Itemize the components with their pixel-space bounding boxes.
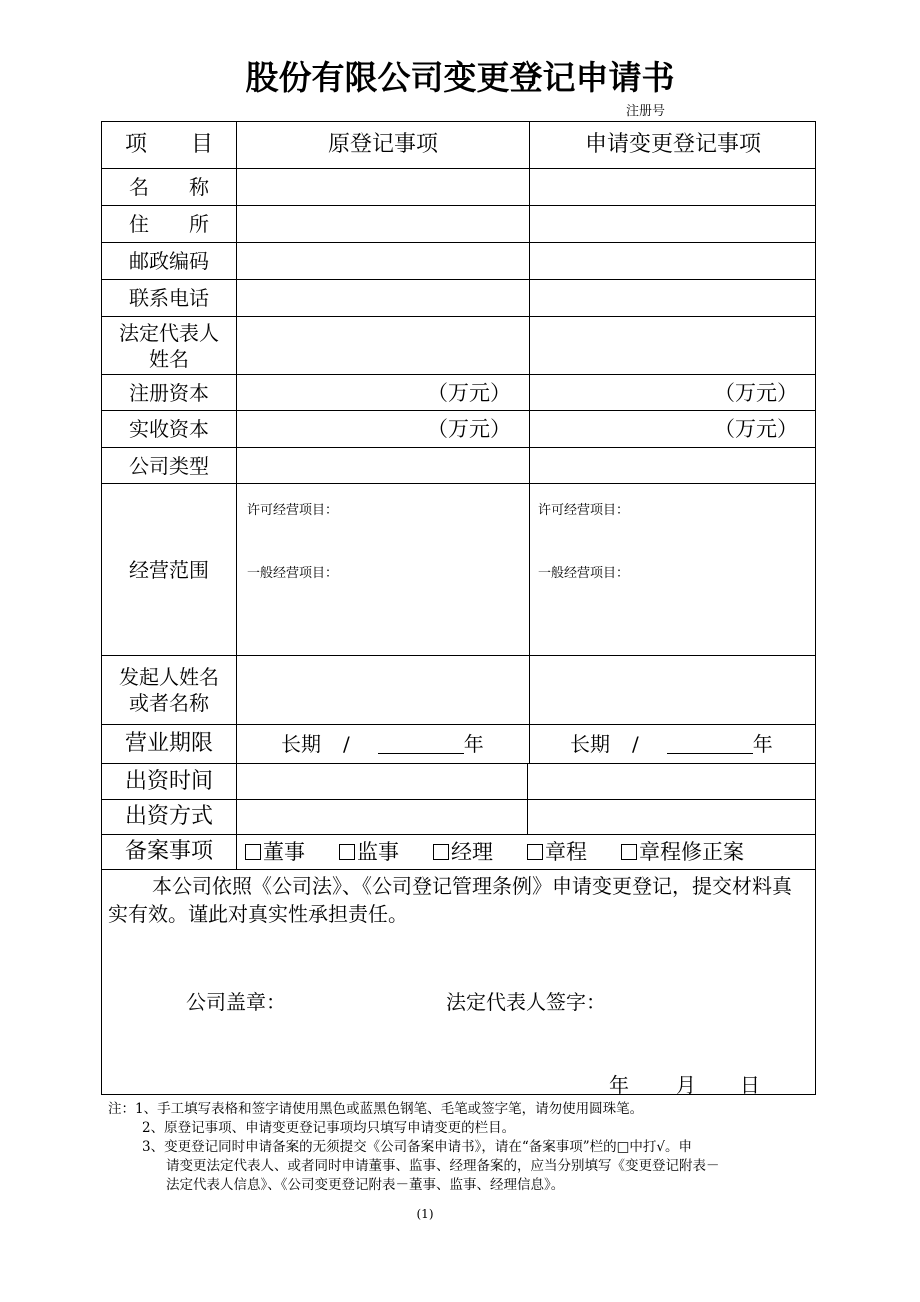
row-label-company-type: 公司类型: [129, 453, 209, 478]
promoters-label-line2: 或者名称: [129, 691, 209, 715]
changed-business-scope-field[interactable]: [530, 484, 816, 655]
changed-promoters-field[interactable]: [530, 656, 816, 724]
row-label-contribution-time: 出资时间: [124, 768, 213, 794]
filing-option-articles-amendment[interactable]: 章程修正案: [621, 839, 744, 865]
changed-company-type-field[interactable]: [530, 448, 816, 483]
changed-contribution-time-field[interactable]: [528, 764, 816, 799]
declaration-statement: [102, 872, 815, 928]
header-item: 项 目: [124, 132, 213, 157]
checkbox-icon[interactable]: [621, 844, 637, 860]
row-label-business-term: 营业期限: [124, 731, 213, 756]
date-month-label: 月: [676, 1073, 696, 1097]
filing-option-manager[interactable]: 经理: [433, 839, 493, 865]
row-label-paid-in-capital: 实收资本: [129, 417, 209, 441]
changed-contribution-method-field[interactable]: [528, 800, 816, 834]
general-items-label: 一般经营项目：: [247, 566, 339, 581]
term-years-input[interactable]: [378, 735, 464, 754]
changed-postcode-field[interactable]: [530, 243, 816, 279]
original-paid-in-capital-field[interactable]: [237, 411, 529, 447]
original-address-field[interactable]: [237, 206, 529, 242]
checkbox-icon[interactable]: [339, 844, 355, 860]
original-business-term-field[interactable]: [237, 725, 529, 763]
changed-address-field[interactable]: [530, 206, 816, 242]
application-form-table: [101, 121, 816, 1095]
changed-business-term-field[interactable]: [530, 725, 816, 763]
unit-label: （万元）: [714, 380, 798, 405]
filing-option-directors[interactable]: 董事: [245, 839, 305, 865]
row-label-phone: 联系电话: [129, 286, 209, 310]
term-separator: /: [632, 732, 639, 756]
original-legal-rep-field[interactable]: [237, 317, 529, 374]
row-label-business-scope: 经营范围: [129, 557, 209, 582]
note-1: 1、手工填写表格和签字请使用黑色或蓝黑色钢笔、毛笔或签字笔，请勿使用圆珠笔。: [135, 1101, 644, 1117]
original-contribution-method-field[interactable]: [237, 800, 527, 834]
row-label-name: 名 称: [129, 175, 209, 199]
date-day-label: 日: [740, 1073, 760, 1097]
year-suffix: 年: [463, 732, 484, 756]
legal-rep-signature-label: 法定代表人签字：: [446, 990, 606, 1014]
checkbox-icon[interactable]: [527, 844, 543, 860]
changed-registered-capital-field[interactable]: [530, 375, 816, 410]
declaration-text: 本公司依照《公司法》、《公司登记管理条例》申请变更登记，提交材料真实有效。谨此对真实性承担责任。: [108, 874, 792, 926]
row-label-promoters: [102, 656, 236, 724]
checkbox-icon[interactable]: [245, 844, 261, 860]
unit-label: （万元）: [427, 417, 511, 441]
long-term-option[interactable]: 长期: [281, 732, 321, 756]
row-label-address: 住 所: [129, 212, 209, 236]
legal-rep-label-line2: 姓名: [149, 346, 189, 371]
registration-number-label: 注册号: [626, 104, 666, 119]
changed-name-field[interactable]: [530, 169, 816, 205]
original-postcode-field[interactable]: [237, 243, 529, 279]
original-registered-capital-field[interactable]: [237, 375, 529, 410]
original-company-type-field[interactable]: [237, 448, 529, 483]
original-promoters-field[interactable]: [237, 656, 529, 724]
date-year-label: 年: [609, 1073, 629, 1097]
filing-option-articles[interactable]: 章程: [527, 839, 587, 865]
filing-items-options: [237, 835, 816, 869]
promoters-label-line1: 发起人姓名: [119, 665, 219, 689]
row-label-filing-items: 备案事项: [124, 839, 213, 864]
row-label-registered-capital: 注册资本: [129, 380, 209, 405]
long-term-option[interactable]: 长期: [570, 732, 610, 756]
term-years-input[interactable]: [667, 735, 753, 754]
page-number: (1): [416, 1207, 434, 1221]
general-items-label: 一般经营项目：: [538, 566, 630, 581]
unit-label: （万元）: [714, 417, 798, 441]
company-seal-label: 公司盖章：: [186, 990, 286, 1014]
original-phone-field[interactable]: [237, 280, 529, 316]
changed-phone-field[interactable]: [530, 280, 816, 316]
page-title: 股份有限公司变更登记申请书: [245, 58, 675, 97]
changed-legal-rep-field[interactable]: [530, 317, 816, 374]
changed-paid-in-capital-field[interactable]: [530, 411, 816, 447]
filing-option-supervisors[interactable]: 监事: [339, 839, 399, 865]
header-original: 原登记事项: [327, 132, 438, 157]
legal-rep-label-line1: 法定代表人: [119, 320, 219, 345]
notes-prefix: 注：: [108, 1101, 135, 1117]
original-business-scope-field[interactable]: [237, 484, 529, 655]
row-label-contribution-method: 出资方式: [124, 804, 213, 829]
original-contribution-time-field[interactable]: [237, 764, 527, 799]
note-2: 2、原登记事项、申请变更登记事项均只填写申请变更的栏目。: [142, 1120, 516, 1136]
row-label-postcode: 邮政编码: [129, 249, 209, 273]
licensed-items-label: 许可经营项目：: [538, 503, 630, 518]
unit-label: （万元）: [427, 380, 511, 405]
note-3-cont-2: 法定代表人信息》、《公司变更登记附表－董事、监事、经理信息》。: [166, 1177, 565, 1193]
checkbox-icon[interactable]: [433, 844, 449, 860]
original-name-field[interactable]: [237, 169, 529, 205]
row-label-legal-rep: [102, 317, 236, 374]
term-separator: /: [343, 732, 350, 756]
header-changed: 申请变更登记事项: [584, 132, 761, 157]
notes-section: [108, 1100, 828, 1195]
year-suffix: 年: [752, 732, 773, 756]
note-3: 3、变更登记同时申请备案的无须提交《公司备案申请书》，请在“备案事项”栏的□中打√。申: [142, 1139, 692, 1155]
licensed-items-label: 许可经营项目：: [247, 503, 339, 518]
note-3-cont-1: 请变更法定代表人、或者同时申请董事、监事、经理备案的，应当分别填写《变更登记附表－: [166, 1158, 720, 1174]
